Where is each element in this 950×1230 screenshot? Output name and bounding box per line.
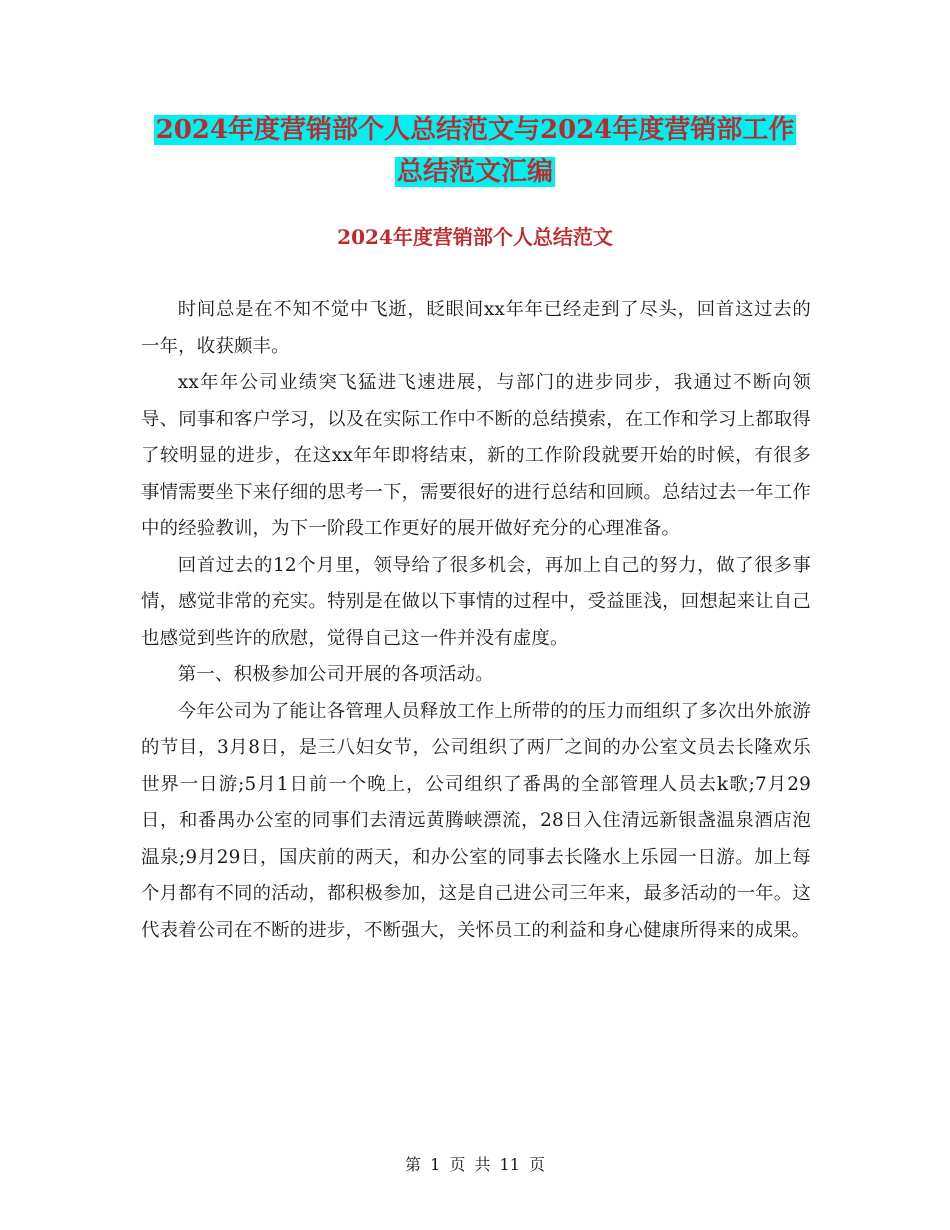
paragraph: 回首过去的12个月里，领导给了很多机会，再加上自己的努力，做了很多事情，感觉非常的充实。特别是在做以下事情的过程中，受益匪浅，回想起来让自己也感觉到些许的欣慰，觉得自己这一件并没有虚度。: [141, 554, 811, 649]
page-footer: 第 1 页 共 11 页: [405, 1155, 545, 1174]
document-title-line-2: [0, 157, 950, 187]
section-heading: 2024年度营销部个人总结范文: [337, 225, 613, 249]
paragraph: 今年公司为了能让各管理人员释放工作上所带的的压力而组织了多次出外旅游的节目，3月8日，是三八妇女节，公司组织了两厂之间的办公室文员去长隆欢乐世界一日游;5月1日前一个晚上，公司组织了番禺的全部管理人员去k歌;7月29日，和番禺办公室的同事们去清远黄腾峡漂流，28日入住清远新银盏温泉酒店泡温泉;9月29日，国庆前的两天，和办公室的同事去长隆水上乐园一日游。加上每个月都有不同的活动，都积极参加，这是自己进公司三年来，最多活动的一年。这代表着公司在不断的进步，不断强大，关怀员工的利益和身心健康所得来的成果。: [141, 700, 811, 941]
document-title-text-2: 总结范文汇编: [396, 157, 553, 187]
document-body: [141, 292, 811, 949]
paragraph: 第一、积极参加公司开展的各项活动。: [177, 664, 494, 685]
document-title-line-1: [0, 115, 950, 145]
document-title-text-1: 2024年度营销部个人总结范文与2024年度营销部工作: [155, 115, 795, 145]
paragraph: xx年年公司业绩突飞猛进飞速进展，与部门的进步同步，我通过不断向领导、同事和客户学习，以及在实际工作中不断的总结摸索，在工作和学习上都取得了较明显的进步，在这xx年年即将结束，新的工作阶段就要开始的时候，有很多事情需要坐下来仔细的思考一下，需要很好的进行总结和回顾。总结过去一年工作中的经验教训，为下一阶段工作更好的展开做好充分的心理准备。: [141, 372, 811, 539]
paragraph: 时间总是在不知不觉中飞逝，眨眼间xx年年已经走到了尽头，回首这过去的一年，收获颇丰。: [141, 299, 811, 357]
